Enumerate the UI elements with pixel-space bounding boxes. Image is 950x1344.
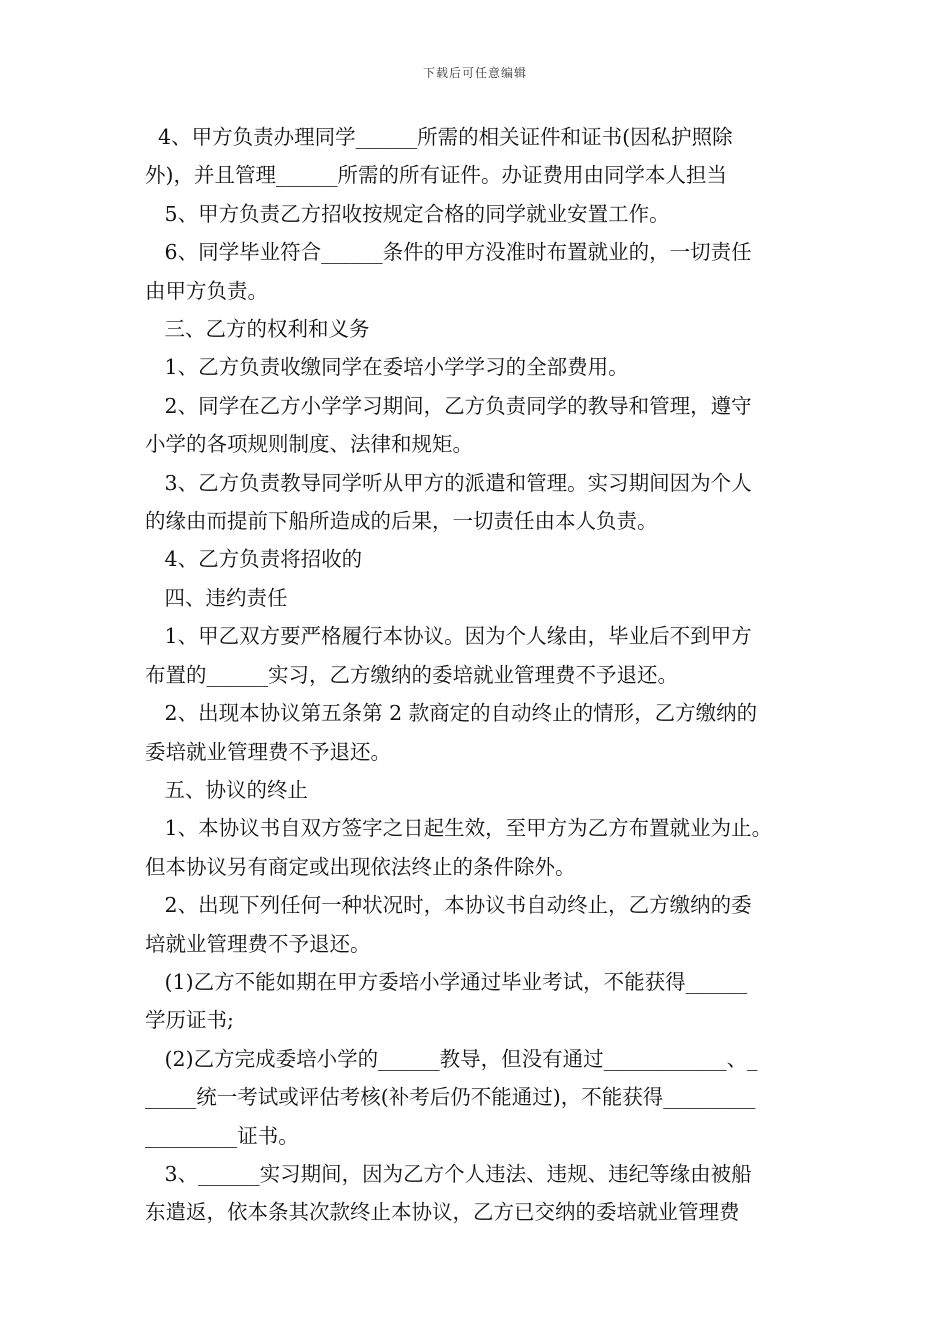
text-line: 学历证书; (145, 1008, 234, 1033)
document-body (145, 118, 817, 1232)
paragraph-termination-clause-2 (145, 886, 817, 963)
text-line: (1)乙方不能如期在甲方委培小学通过毕业考试，不能获得______ (145, 969, 748, 994)
paragraph-termination-item-2 (145, 1040, 817, 1155)
text-line: 2、出现下列任何一种状况时，本协议书自动终止，乙方缴纳的委 (145, 893, 752, 918)
text-line: _________证书。 (145, 1123, 299, 1148)
paragraph-termination-clause-1 (145, 809, 817, 886)
text-line: 小学的各项规则制度、法律和规矩。 (145, 432, 473, 457)
text-line: 培就业管理费不予退还。 (145, 931, 371, 956)
text-line: 五、协议的终止 (145, 777, 309, 802)
section-heading-breach (145, 579, 817, 617)
text-line: 四、违约责任 (145, 585, 288, 610)
text-line: 3、______实习期间，因为乙方个人违法、违规、违纪等缘由被船 (145, 1161, 752, 1186)
page-header: 下载后可任意编辑 (422, 66, 527, 80)
paragraph-clause-4-party-b (145, 540, 817, 578)
text-line: 4、乙方负责将招收的 (145, 547, 363, 572)
text-line: 东遣返，依本条其次款终止本协议，乙方已交纳的委培就业管理费 (145, 1200, 740, 1225)
section-heading-party-b-rights (145, 310, 817, 348)
paragraph-clause-4-party-a (145, 118, 817, 195)
text-line: 由甲方负责。 (145, 278, 268, 303)
text-line: 2、同学在乙方小学学习期间，乙方负责同学的教导和管理，遵守 (145, 393, 752, 418)
text-line: 1、甲乙双方要严格履行本协议。因为个人缘由，毕业后不到甲方 (145, 624, 752, 649)
text-line: 2、出现本协议第五条第 2 款商定的自动终止的情形，乙方缴纳的 (145, 701, 758, 726)
text-line: 委培就业管理费不予退还。 (145, 739, 391, 764)
text-line: 但本协议另有商定或出现依法终止的条件除外。 (145, 854, 576, 879)
text-line: 3、乙方负责教导同学听从甲方的派遣和管理。实习期间因为个人 (145, 470, 752, 495)
paragraph-breach-clause-1 (145, 617, 817, 694)
text-line: 1、本协议书自双方签字之日起生效，至甲方为乙方布置就业为止。 (145, 816, 773, 841)
text-line: 1、乙方负责收缴同学在委培小学学习的全部费用。 (145, 355, 629, 380)
paragraph-termination-item-1 (145, 963, 817, 1040)
section-heading-termination (145, 771, 817, 809)
paragraph-clause-2-party-b (145, 387, 817, 464)
text-line: 4、甲方负责办理同学______所需的相关证件和证书(因私护照除 (145, 125, 733, 149)
text-line: _____统一考试或评估考核(补考后仍不能通过)，不能获得_________ (145, 1085, 756, 1110)
paragraph-breach-clause-2 (145, 694, 817, 771)
paragraph-clause-6-party-a (145, 233, 817, 310)
text-line: 6、同学毕业符合______条件的甲方没准时布置就业的，一切责任 (145, 240, 752, 265)
paragraph-clause-1-party-b (145, 348, 817, 386)
text-line: 外)，并且管理______所需的所有证件。办证费用由同学本人担当 (145, 163, 727, 188)
paragraph-clause-5-party-a (145, 195, 817, 233)
text-line: 的缘由而提前下船所造成的后果，一切责任由本人负责。 (145, 509, 658, 534)
text-line: 布置的______实习，乙方缴纳的委培就业管理费不予退还。 (145, 662, 678, 687)
text-line: (2)乙方完成委培小学的______教导，但没有通过____________、_ (145, 1046, 758, 1071)
paragraph-clause-3-party-b (145, 464, 817, 541)
paragraph-termination-clause-3 (145, 1155, 817, 1232)
text-line: 5、甲方负责乙方招收按规定合格的同学就业安置工作。 (145, 201, 670, 226)
text-line: 三、乙方的权利和义务 (145, 317, 370, 342)
